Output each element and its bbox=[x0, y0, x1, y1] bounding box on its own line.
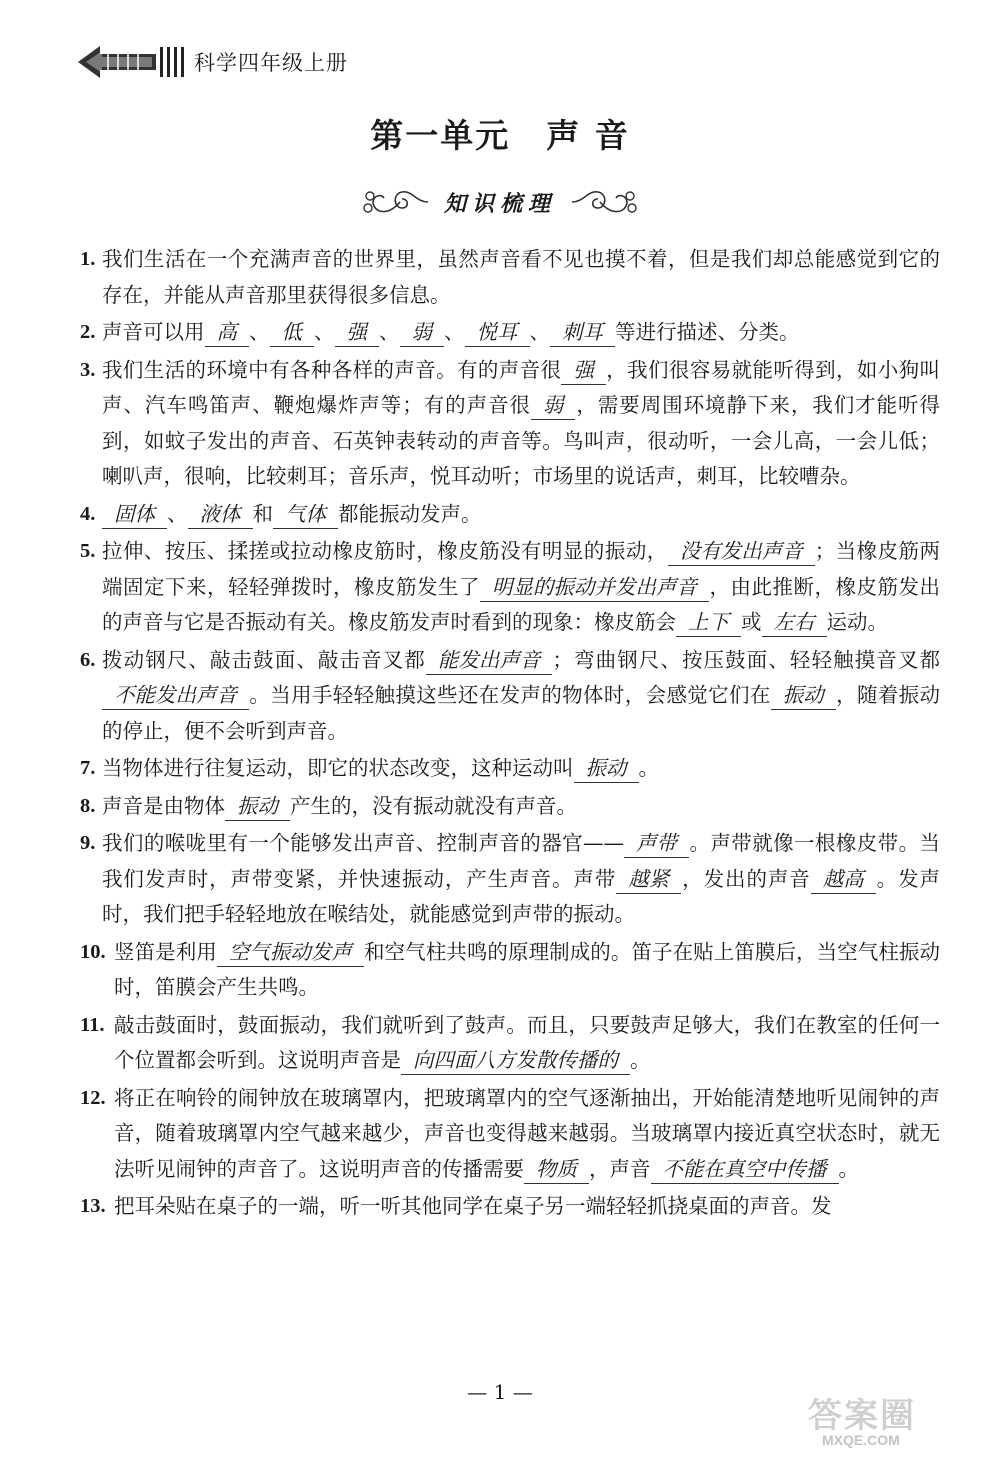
item-number: 12. bbox=[80, 1086, 106, 1109]
list-item bbox=[80, 826, 940, 933]
answer-blank: 固体 bbox=[102, 500, 167, 529]
item-text: 将正在响铃的闹钟放在玻璃罩内，把玻璃罩内的空气逐渐抽出，开始能清楚地听见闹钟的声音，随着玻璃罩内空气越来越少，声音也变得越来越弱。当玻璃罩内接近真空状态时，就无法听见闹钟的声音了。这说明声音的传播需要 bbox=[114, 1085, 940, 1181]
section-label: 知识梳理 bbox=[443, 190, 556, 217]
page-number: — 1 — bbox=[467, 1380, 533, 1404]
item-text: 运动。 bbox=[826, 610, 888, 634]
item-number: 1. bbox=[80, 248, 96, 270]
item-text: 我们的喉咙里有一个能够发出声音、控制声音的器官—— bbox=[102, 831, 625, 855]
section-banner bbox=[0, 182, 1000, 222]
knowledge-list bbox=[80, 242, 940, 1227]
arrow-ornament-icon bbox=[78, 44, 156, 80]
item-text: 拉伸、按压、揉搓或拉动橡皮筋时，橡皮筋没有明显的振动， bbox=[102, 539, 668, 563]
item-text: 、 bbox=[249, 320, 270, 344]
item-text: 、 bbox=[529, 320, 550, 344]
item-text: 。声带就像一根橡皮带。当我们发声时，声带变紧，并快速振动，产生声音。声带 bbox=[102, 831, 941, 891]
item-text: 产生的，没有振动就没有声音。 bbox=[290, 793, 577, 818]
answer-blank: 越紧 bbox=[616, 865, 681, 894]
item-text: 我们生活在一个充满声音的世界里，虽然声音看不见也摸不着，但是我们却总能感觉到它的存在，并能从声音那里获得很多信息。 bbox=[102, 247, 940, 307]
item-text: ，声音 bbox=[589, 1156, 651, 1181]
item-text: 当物体进行往复运动，即它的状态改变，这种运动叫 bbox=[102, 756, 574, 780]
item-number: 8. bbox=[80, 794, 96, 817]
item-text: 和空气柱共鸣的原理制成的。笛子在贴上笛膜后，当空气柱振动时，笛膜会产生共鸣。 bbox=[114, 939, 941, 999]
answer-blank: 悦耳 bbox=[465, 318, 530, 347]
item-text: ，由此推断，橡皮筋发出的声音与它是否振动有关。橡皮筋发声时看到的现象：橡皮筋会 bbox=[102, 574, 940, 634]
unit-title-name: 声 音 bbox=[546, 116, 630, 155]
list-item bbox=[80, 643, 940, 750]
item-number: 2. bbox=[80, 321, 96, 343]
item-text: 或 bbox=[741, 610, 762, 634]
answer-blank: 空气振动发声 bbox=[217, 938, 364, 967]
item-text: 和 bbox=[252, 501, 273, 526]
header-bars bbox=[160, 47, 184, 77]
answer-blank: 弱 bbox=[531, 391, 576, 420]
item-text: 我们生活的环境中有各种各样的声音。有的声音很 bbox=[102, 357, 562, 382]
item-text: ；弯曲钢尺、按压鼓面、轻轻触摸音叉都 bbox=[552, 647, 940, 672]
book-title: 科学四年级上册 bbox=[194, 51, 348, 75]
answer-blank: 强 bbox=[335, 318, 380, 347]
item-number: 6. bbox=[80, 648, 96, 671]
item-number: 10. bbox=[80, 940, 106, 963]
watermark-url: MXQE.COM bbox=[822, 1432, 900, 1448]
watermark bbox=[808, 1388, 978, 1450]
list-item bbox=[80, 1008, 940, 1079]
answer-blank: 强 bbox=[561, 356, 606, 385]
left-flourish-icon bbox=[360, 182, 430, 222]
item-text: 声音是由物体 bbox=[102, 793, 225, 818]
item-text: 等进行描述、分类。 bbox=[615, 320, 800, 344]
list-item bbox=[80, 353, 940, 495]
item-text: 。 bbox=[638, 756, 659, 780]
list-item bbox=[80, 935, 940, 1006]
item-number: 5. bbox=[80, 540, 96, 562]
list-item bbox=[80, 242, 940, 313]
answer-blank: 物质 bbox=[524, 1155, 589, 1184]
item-text: 敲击鼓面时，鼓面振动，我们就听到了鼓声。而且，只要鼓声足够大，我们在教室的任何一个位置都会听到。这说明声音是 bbox=[114, 1012, 940, 1072]
item-text: 、 bbox=[167, 501, 188, 526]
answer-blank: 明显的振动并发出声音 bbox=[480, 573, 709, 602]
item-text: 。当用手轻轻触摸这些还在发声的物体时，会感觉它们在 bbox=[249, 683, 771, 707]
answer-blank: 越高 bbox=[811, 865, 876, 894]
item-text: 拨动钢尺、敲击鼓面、敲击音叉都 bbox=[102, 647, 426, 672]
right-flourish-icon bbox=[570, 182, 640, 222]
answer-blank: 液体 bbox=[188, 500, 253, 529]
item-text: 竖笛是利用 bbox=[114, 939, 217, 964]
item-number: 13. bbox=[80, 1195, 106, 1217]
item-text: 。 bbox=[630, 1048, 651, 1072]
item-number: 11. bbox=[80, 1013, 105, 1036]
answer-blank: 气体 bbox=[273, 500, 338, 529]
list-item bbox=[80, 1081, 940, 1188]
answer-blank: 低 bbox=[270, 318, 315, 347]
answer-blank: 刺耳 bbox=[550, 318, 615, 347]
unit-title bbox=[0, 110, 1000, 157]
answer-blank: 上下 bbox=[676, 608, 741, 637]
answer-blank: 振动 bbox=[574, 754, 639, 783]
item-text: 把耳朵贴在桌子的一端，听一听其他同学在桌子另一端轻轻抓挠桌面的声音。发 bbox=[114, 1194, 832, 1218]
item-text: 。 bbox=[838, 1156, 859, 1181]
item-text: 声音可以用 bbox=[102, 320, 205, 344]
list-item bbox=[80, 789, 940, 825]
list-item bbox=[80, 1189, 940, 1225]
list-item bbox=[80, 315, 940, 351]
answer-blank: 向四面八方发散传播的 bbox=[401, 1046, 630, 1075]
item-text: ；当橡皮筋两端固定下来，轻轻弹拨时，橡皮筋发生了 bbox=[102, 539, 940, 599]
list-item bbox=[80, 534, 940, 641]
item-text: 、 bbox=[314, 320, 335, 344]
answer-blank: 没有发出声音 bbox=[668, 537, 815, 566]
list-item bbox=[80, 497, 940, 533]
unit-title-number: 第一单元 bbox=[370, 116, 511, 155]
answer-blank: 弱 bbox=[400, 318, 445, 347]
item-number: 9. bbox=[80, 832, 96, 854]
answer-blank: 振动 bbox=[225, 792, 290, 821]
item-number: 3. bbox=[80, 358, 96, 381]
answer-blank: 高 bbox=[205, 318, 250, 347]
page-header bbox=[78, 42, 348, 82]
item-number: 7. bbox=[80, 757, 96, 779]
item-text: ，发出的声音 bbox=[681, 866, 811, 891]
answer-blank: 不能在真空中传播 bbox=[651, 1155, 839, 1184]
item-text: 、 bbox=[444, 320, 465, 344]
answer-blank: 声带 bbox=[624, 829, 689, 858]
item-text: 、 bbox=[379, 320, 400, 344]
answer-blank: 振动 bbox=[771, 681, 836, 710]
watermark-logo: 答案圈 bbox=[808, 1396, 916, 1436]
item-text: ，需要周围环境静下来，我们才能听得到，如蚊子发出的声音、石英钟表转动的声音等。鸟叫声，很动听，一会儿高，一会儿低；喇叭声，很响，比较刺耳；音乐声，悦耳动听；市场里的说话声，刺耳，比较嘈杂。 bbox=[102, 393, 941, 488]
item-text: 都能振动发声。 bbox=[338, 501, 482, 526]
item-number: 4. bbox=[80, 502, 96, 525]
answer-blank: 能发出声音 bbox=[426, 646, 553, 675]
item-text: 。发声时，我们把手轻轻地放在喉结处，就能感觉到声带的振动。 bbox=[102, 866, 941, 926]
answer-blank: 左右 bbox=[762, 608, 827, 637]
item-text: ，我们很容易就能听得到，如小狗叫声、汽车鸣笛声、鞭炮爆炸声等；有的声音很 bbox=[102, 357, 941, 417]
item-text: ，随着振动的停止，便不会听到声音。 bbox=[102, 683, 941, 743]
answer-blank: 不能发出声音 bbox=[102, 681, 249, 710]
list-item bbox=[80, 751, 940, 787]
